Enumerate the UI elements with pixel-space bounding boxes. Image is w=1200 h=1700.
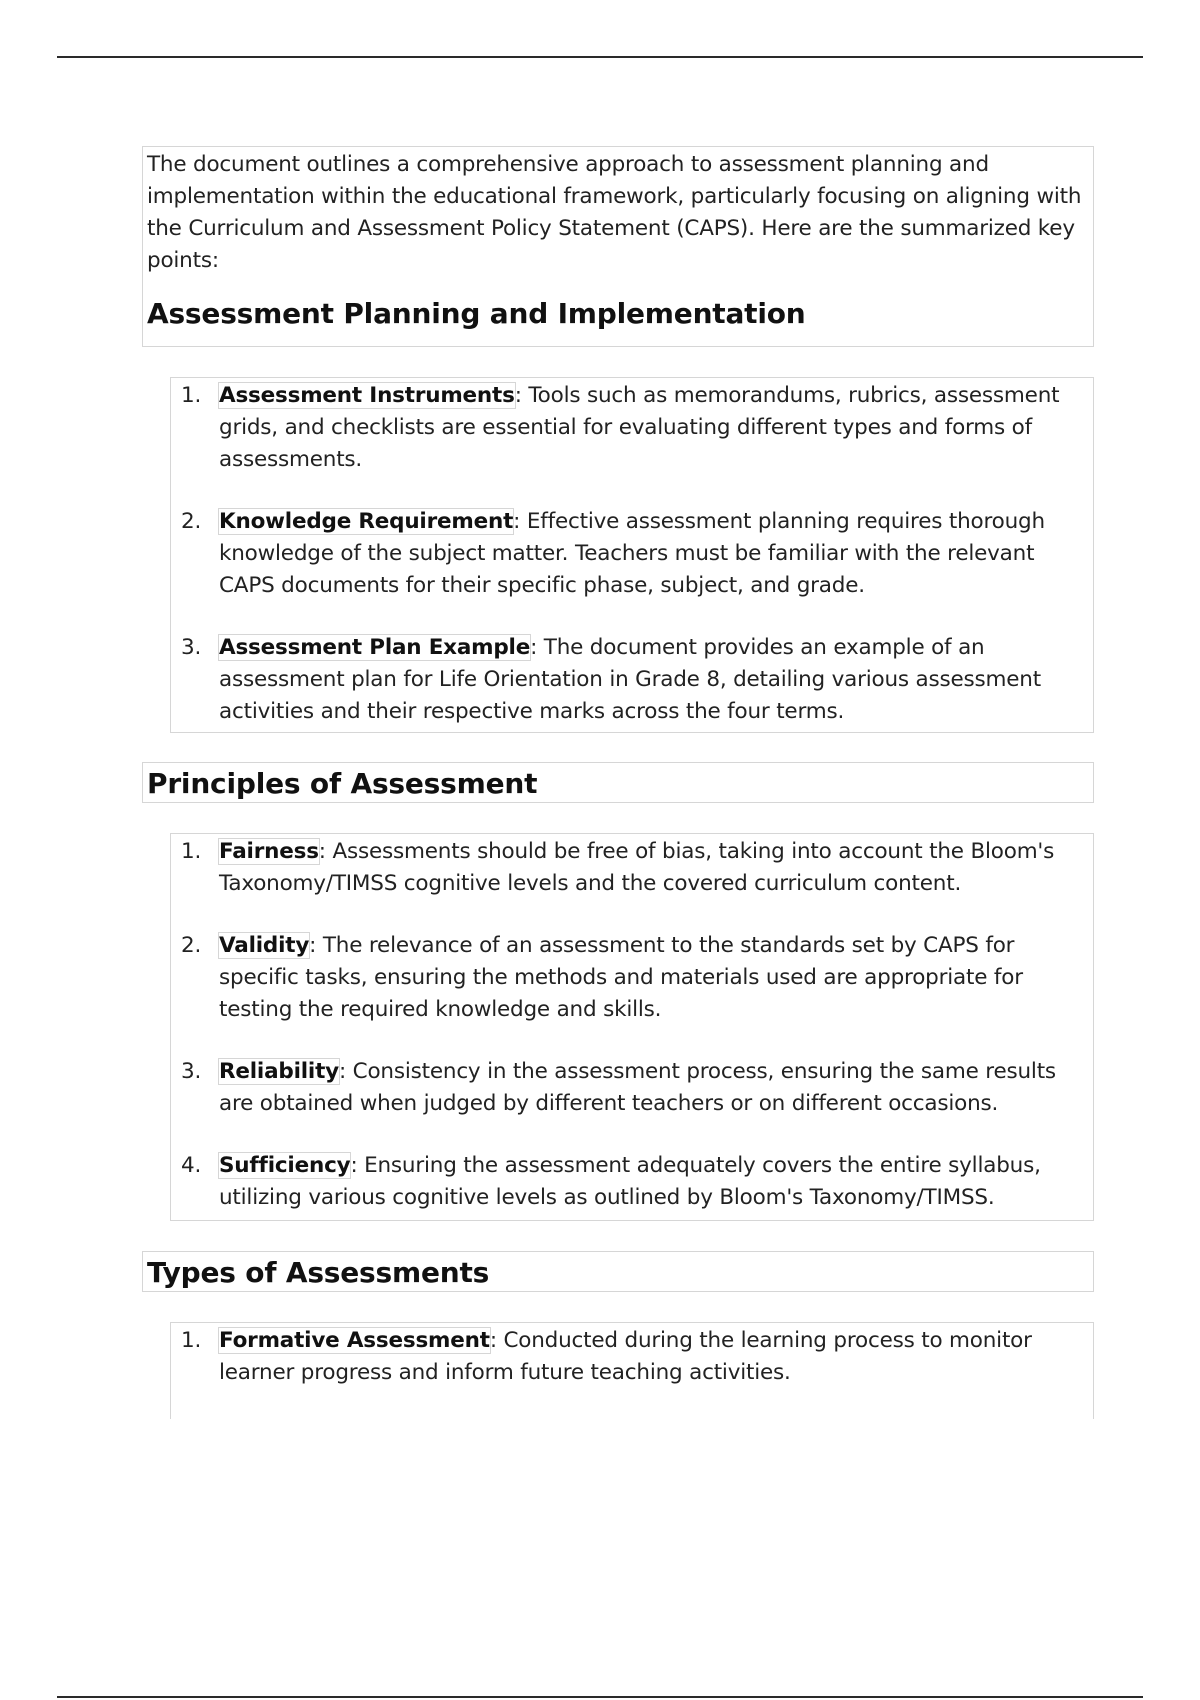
- list-number: 2.: [181, 933, 202, 958]
- list-term: Sufficiency: [219, 1153, 351, 1178]
- list-term: Knowledge Requirement: [219, 509, 514, 534]
- list-term: Fairness: [219, 839, 319, 864]
- section-heading-assessment-planning: Assessment Planning and Implementation: [147, 297, 806, 330]
- intro-block: [142, 146, 1094, 347]
- list-text: : Conducted during the learning process to monitor learner progress and inform future teaching activities.: [219, 1328, 1032, 1385]
- intro-paragraph: The document outlines a comprehensive approach to assessment planning and implementation within the educational framework, particularly focusing on aligning with the Curriculum and Assessment Policy Statement (CAPS). Here are the summarized key points:: [147, 152, 1082, 273]
- list-text: : Tools such as memorandums, rubrics, assessment grids, and checklists are essential for evaluating different types and forms of assessments.: [219, 383, 1060, 472]
- section-heading-types: Types of Assessments: [147, 1256, 490, 1289]
- list-term: Assessment Plan Example: [219, 635, 531, 660]
- list-assessment-planning: [170, 377, 1094, 733]
- list-item: [171, 1150, 1093, 1214]
- list-number: 2.: [181, 509, 202, 534]
- list-text: : The document provides an example of an assessment plan for Life Orientation in Grade 8, detailing various assessment activities and their respective marks across the four terms.: [219, 635, 1041, 724]
- list-item: [171, 930, 1093, 1026]
- heading-block-principles: [142, 762, 1094, 803]
- list-text: : Consistency in the assessment process, ensuring the same results are obtained when judged by different teachers or on different occasions.: [219, 1059, 1056, 1116]
- list-term: Validity: [219, 933, 310, 958]
- list-term: Reliability: [219, 1059, 339, 1084]
- section-heading-principles: Principles of Assessment: [147, 767, 538, 800]
- list-text: : The relevance of an assessment to the standards set by CAPS for specific tasks, ensuring the methods and materials used are appropriate for testing the required knowledge and skills.: [219, 933, 1023, 1022]
- list-number: 3.: [181, 635, 202, 660]
- list-text: : Ensuring the assessment adequately covers the entire syllabus, utilizing various cognitive levels as outlined by Bloom's Taxonomy/TIMSS.: [219, 1153, 1041, 1210]
- list-types: [170, 1322, 1094, 1419]
- list-item: [171, 1325, 1093, 1389]
- list-text: : Effective assessment planning requires thorough knowledge of the subject matter. Teachers must be familiar with the relevant CAPS documents for their specific phase, subject, and grade.: [219, 509, 1045, 598]
- list-number: 1.: [181, 839, 202, 864]
- list-item: [171, 1056, 1093, 1120]
- list-term: Formative Assessment: [219, 1328, 490, 1353]
- list-number: 3.: [181, 1059, 202, 1084]
- list-term: Assessment Instruments: [219, 383, 515, 408]
- header-rule: [57, 56, 1143, 58]
- heading-block-types: [142, 1251, 1094, 1292]
- list-principles: [170, 833, 1094, 1221]
- list-item: [171, 836, 1093, 900]
- list-number: 4.: [181, 1153, 202, 1178]
- list-item: [171, 506, 1093, 602]
- footer-rule: [57, 1696, 1143, 1698]
- list-number: 1.: [181, 1328, 202, 1353]
- list-text: : Assessments should be free of bias, taking into account the Bloom's Taxonomy/TIMSS cognitive levels and the covered curriculum content.: [219, 839, 1055, 896]
- list-item: [171, 380, 1093, 476]
- list-item: [171, 632, 1093, 728]
- list-number: 1.: [181, 383, 202, 408]
